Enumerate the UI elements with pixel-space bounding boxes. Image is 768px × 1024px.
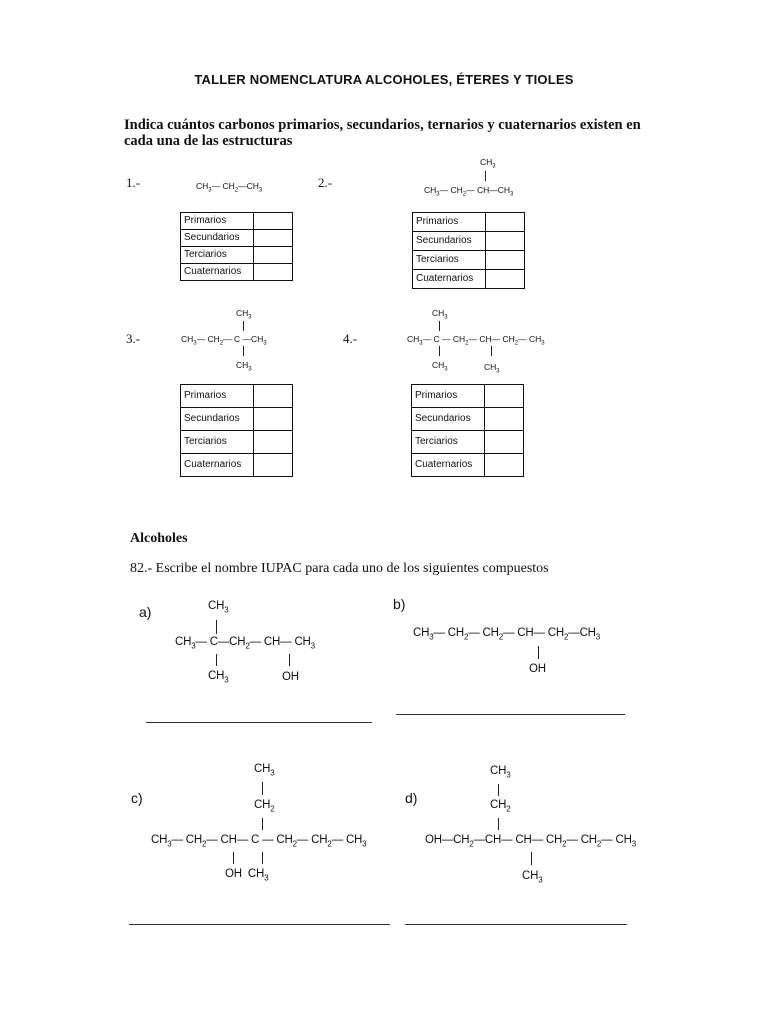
table-row [412, 454, 524, 477]
row-label: Primarios [412, 385, 485, 408]
answer-cell[interactable] [486, 232, 525, 251]
row-label: Primarios [413, 213, 486, 232]
row-label: Cuaternarios [413, 270, 486, 289]
exercise-4-carbon-table [411, 384, 524, 477]
table-row [412, 385, 524, 408]
row-label: Terciarios [181, 431, 254, 454]
exercise-3-carbon-table [180, 384, 293, 477]
table-row [412, 431, 524, 454]
page-title: TALLER NOMENCLATURA ALCOHOLES, ÉTERES Y TIOLES [194, 72, 574, 87]
answer-cell[interactable] [254, 230, 293, 247]
item-d-letter: d) [405, 790, 418, 806]
item-d-answer-line[interactable] [405, 924, 627, 925]
alcohols-instruction: 82.- Escribe el nombre IUPAC para cada uno de los siguientes compuestos [130, 561, 549, 576]
exercise-2-carbon-table [412, 212, 525, 289]
table-row [181, 264, 293, 281]
answer-cell[interactable] [486, 251, 525, 270]
section-heading-alcoholes: Alcoholes [130, 531, 188, 546]
exercise-1-structure: $CH_3—$ $CH_2—CH_3$ [196, 181, 263, 194]
row-label: Cuaternarios [181, 264, 254, 281]
answer-cell[interactable] [254, 385, 293, 408]
row-label: Terciarios [412, 431, 485, 454]
exercise-2-number: 2.- [318, 175, 333, 190]
exercise-3-number: 3.- [126, 331, 141, 346]
table-row [181, 454, 293, 477]
table-row [181, 431, 293, 454]
exercise-1-number: 1.- [126, 175, 141, 190]
row-label: Secundarios [181, 230, 254, 247]
item-b-letter: b) [393, 596, 406, 612]
row-label: Terciarios [181, 247, 254, 264]
row-label: Primarios [181, 385, 254, 408]
answer-cell[interactable] [486, 270, 525, 289]
answer-cell[interactable] [254, 454, 293, 477]
item-a-letter: a) [139, 604, 152, 620]
instructions: Indica cuántos carbonos primarios, secundarios, ternarios y cuaternarios existen en cada una de las estructuras [124, 117, 641, 149]
table-row [412, 408, 524, 431]
table-row [181, 213, 293, 230]
table-row [413, 251, 525, 270]
table-row [181, 385, 293, 408]
row-label: Terciarios [413, 251, 486, 270]
answer-cell[interactable] [485, 431, 524, 454]
answer-cell[interactable] [254, 431, 293, 454]
item-c-answer-line[interactable] [129, 924, 390, 925]
row-label: Primarios [181, 213, 254, 230]
table-row [181, 408, 293, 431]
table-row [413, 213, 525, 232]
table-row [181, 230, 293, 247]
row-label: Cuaternarios [412, 454, 485, 477]
answer-cell[interactable] [254, 247, 293, 264]
answer-cell[interactable] [486, 213, 525, 232]
table-row [413, 270, 525, 289]
answer-cell[interactable] [485, 408, 524, 431]
item-a-answer-line[interactable] [146, 722, 372, 723]
exercise-1-carbon-table [180, 212, 293, 281]
answer-cell[interactable] [254, 264, 293, 281]
item-c-letter: c) [131, 790, 143, 806]
answer-cell[interactable] [254, 213, 293, 230]
item-b-answer-line[interactable] [396, 714, 625, 715]
row-label: Secundarios [412, 408, 485, 431]
answer-cell[interactable] [254, 408, 293, 431]
exercise-4-number: 4.- [343, 331, 358, 346]
answer-cell[interactable] [485, 454, 524, 477]
table-row [181, 247, 293, 264]
row-label: Secundarios [181, 408, 254, 431]
row-label: Cuaternarios [181, 454, 254, 477]
answer-cell[interactable] [485, 385, 524, 408]
table-row [413, 232, 525, 251]
row-label: Secundarios [413, 232, 486, 251]
